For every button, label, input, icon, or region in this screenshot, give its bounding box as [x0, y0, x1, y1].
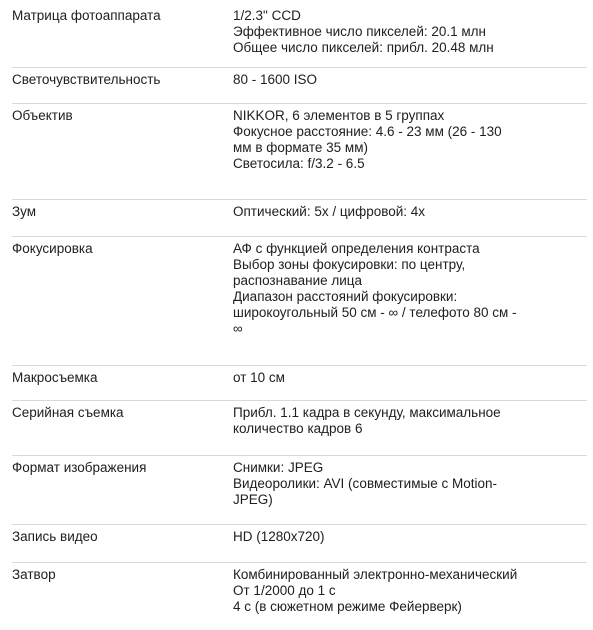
- spec-value: [233, 8, 587, 56]
- spec-value-line: Оптический: 5x / цифровой: 4x: [233, 204, 426, 219]
- spec-value-line: от 10 см: [233, 370, 285, 385]
- spec-label: Запись видео: [12, 529, 98, 544]
- spec-value: [233, 370, 587, 386]
- spec-row-iso: [12, 68, 587, 104]
- spec-value: [233, 567, 587, 615]
- spec-value: [233, 529, 587, 545]
- spec-value-line: Прибл. 1.1 кадра в секунду, максимальное: [233, 405, 501, 420]
- spec-row-burst: [12, 401, 587, 456]
- spec-value-line: HD (1280x720): [233, 529, 325, 544]
- spec-label: Макросъемка: [12, 370, 98, 385]
- spec-value-line: Светосила: f/3.2 - 6.5: [233, 156, 365, 171]
- spec-value-line: JPEG): [233, 492, 273, 507]
- spec-value: [233, 460, 587, 508]
- spec-row-format: [12, 456, 587, 525]
- spec-row-lens: [12, 104, 587, 200]
- spec-value: [233, 108, 587, 172]
- spec-label: Объектив: [12, 108, 73, 123]
- spec-value-line: ∞: [233, 321, 243, 336]
- spec-value-line: распознавание лица: [233, 273, 363, 288]
- spec-value-line: Комбинированный электронно-механический: [233, 567, 518, 582]
- spec-value: [233, 241, 587, 337]
- spec-value-line: 1/2.3" CCD: [233, 8, 301, 23]
- spec-label: Матрица фотоаппарата: [12, 8, 161, 23]
- spec-label: Фокусировка: [12, 241, 93, 256]
- spec-row-shutter: [12, 563, 587, 630]
- spec-value-line: NIKKOR, 6 элементов в 5 группах: [233, 108, 445, 123]
- spec-value-line: широкоугольный 50 см - ∞ / телефото 80 см -: [233, 305, 517, 320]
- spec-table: [12, 4, 587, 630]
- spec-value-line: Эффективное число пикселей: 20.1 млн: [233, 24, 486, 39]
- spec-label: Зум: [12, 204, 37, 219]
- spec-value-line: Фокусное расстояние: 4.6 - 23 мм (26 - 130: [233, 124, 502, 139]
- spec-value-line: Видеоролики: AVI (совместимые с Motion-: [233, 476, 497, 491]
- spec-label: Формат изображения: [12, 460, 147, 475]
- spec-value-line: Диапазон расстояний фокусировки:: [233, 289, 458, 304]
- spec-label: Затвор: [12, 567, 56, 582]
- spec-row-video: [12, 525, 587, 563]
- spec-value-line: Снимки: JPEG: [233, 460, 324, 475]
- spec-value-line: мм в формате 35 мм): [233, 140, 368, 155]
- spec-value-line: Выбор зоны фокусировки: по центру,: [233, 257, 466, 272]
- spec-value-line: количество кадров 6: [233, 421, 363, 436]
- spec-value-line: АФ с функцией определения контраста: [233, 241, 480, 256]
- spec-row-zoom: [12, 200, 587, 237]
- spec-value: [233, 405, 587, 437]
- spec-value-line: Общее число пикселей: прибл. 20.48 млн: [233, 40, 494, 55]
- spec-value-line: 80 - 1600 ISO: [233, 72, 318, 87]
- spec-label: Светочувствительность: [12, 72, 161, 87]
- spec-row-sensor: [12, 4, 587, 68]
- spec-value: [233, 204, 587, 220]
- spec-label: Серийная съемка: [12, 405, 124, 420]
- spec-value-line: От 1/2000 до 1 с: [233, 583, 336, 598]
- spec-row-focus: [12, 237, 587, 366]
- spec-row-macro: [12, 366, 587, 401]
- spec-value-line: 4 с (в сюжетном режиме Фейерверк): [233, 599, 462, 614]
- spec-value: [233, 72, 587, 88]
